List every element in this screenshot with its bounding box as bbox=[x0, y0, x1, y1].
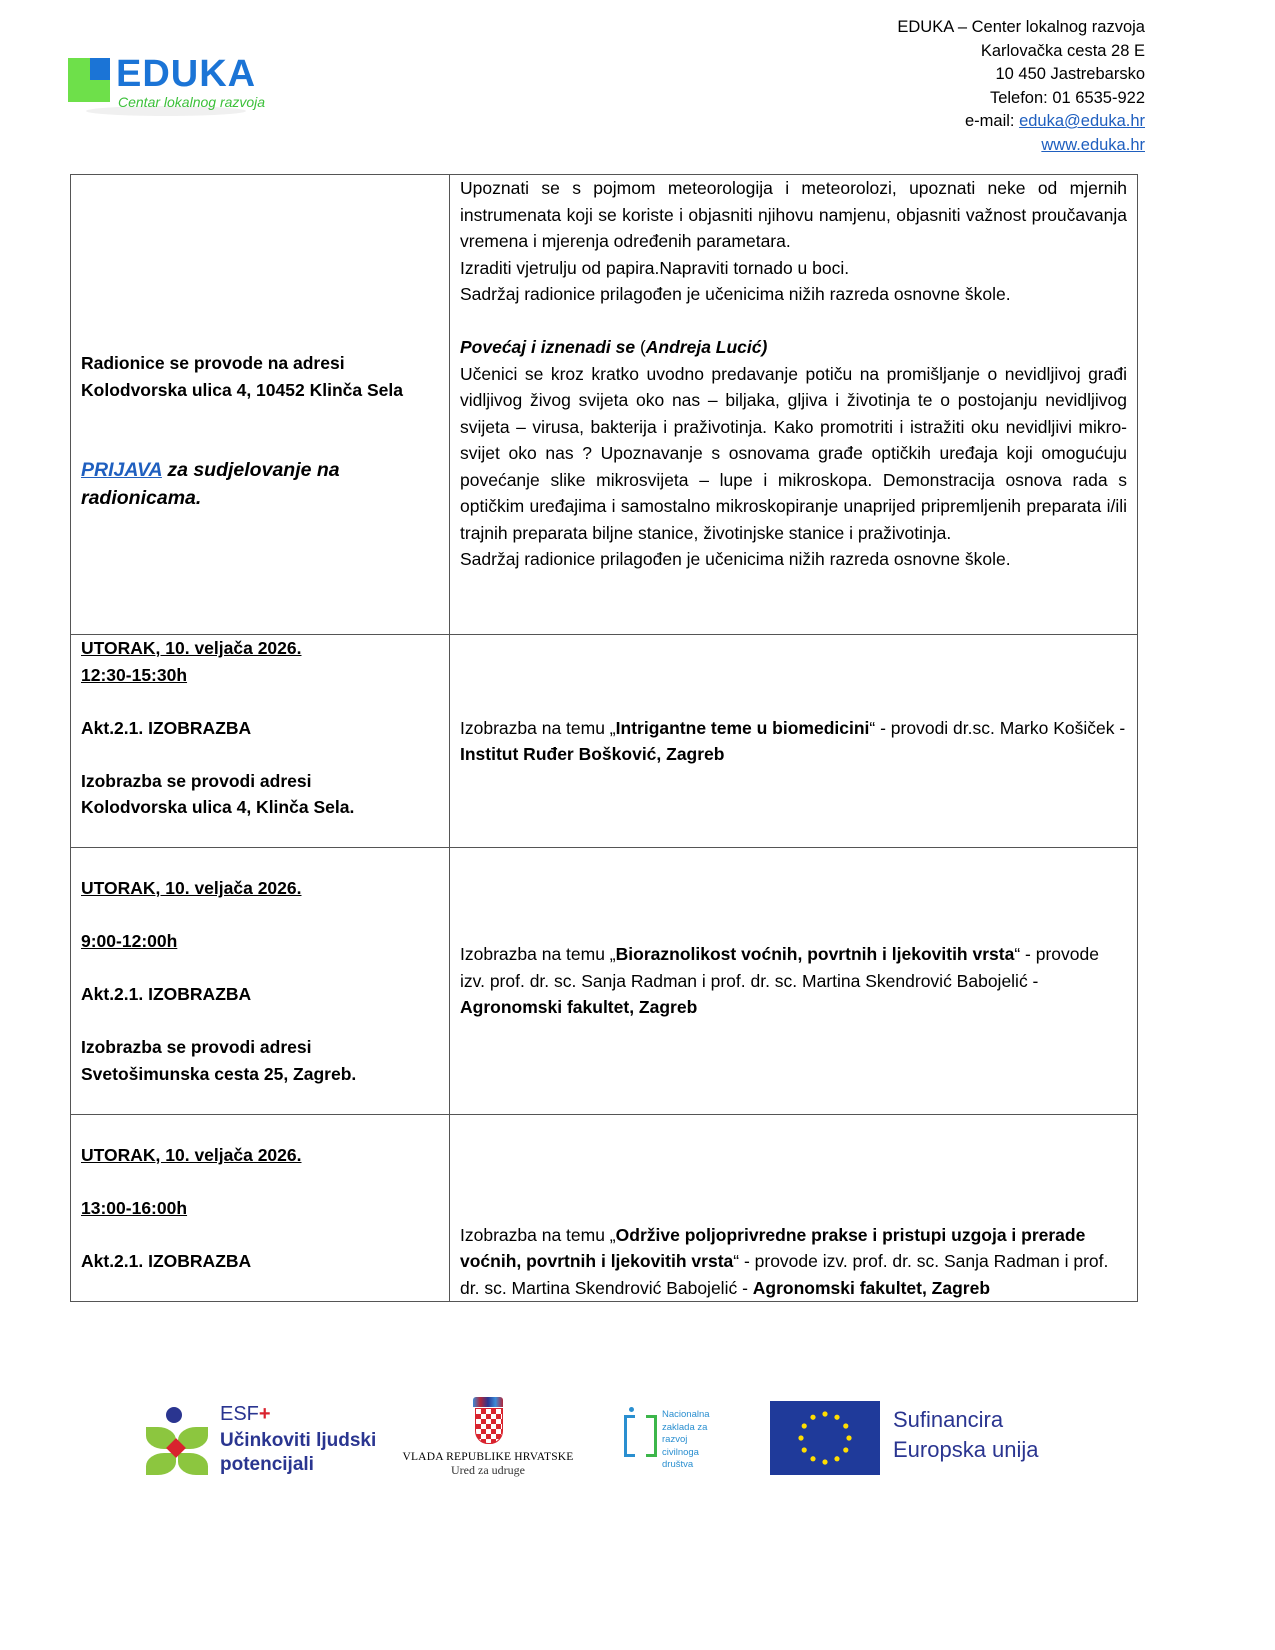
workshop-lead-open: ( bbox=[635, 337, 646, 357]
eu-star-icon bbox=[802, 1423, 807, 1428]
contact-street: Karlovačka cesta 28 E bbox=[980, 41, 1145, 60]
contact-website-line bbox=[897, 134, 1145, 158]
topic-institution: Agronomski fakultet, Zagreb bbox=[460, 997, 698, 1018]
eu-cofinanced-text: Sufinancira Europska unija bbox=[893, 1407, 1039, 1462]
workshop-description-p4: Učenici se kroz kratko uvodno predavanje potiču na promišljanje o nevidljivoj građi vidljivog živog svijeta oko nas – biljaka, gljiva i životinja te o postojanju nevidljivog svijeta – virusa, bakterija i praživotinja. Kako promotriti i istražiti oku nevidljivi mikro-svijet oko nas ? Upoznavanje s osnovama građe optičkih uređaja koji omogućuju povećanje slike mikrosvijeta – lupe i mikroskopa. Demonstracija osnova rada s optičkim uređajima i samostalno mikroskopiranje unaprijed pripremljenih preparata i/ili trajnih preparata biljne stanice, životinjske stanice i praživotinja. bbox=[460, 363, 1127, 543]
topic-presenter: “ - provode izv. prof. dr. sc. Sanja Radman i prof. dr. sc. Martina Skendrović Babojelić - bbox=[460, 944, 1099, 991]
website-link[interactable]: www.eduka.hr bbox=[1041, 135, 1145, 154]
crest-crown bbox=[473, 1397, 503, 1407]
eu-star-icon bbox=[843, 1423, 848, 1428]
eu-star-icon bbox=[822, 1459, 827, 1464]
eu-star-icon bbox=[798, 1435, 803, 1440]
event-location-line2: Svetošimunska cesta 25, Zagreb. bbox=[81, 1063, 357, 1084]
event-time: 13:00-16:00h bbox=[81, 1197, 188, 1218]
topic-presenter: “ - provodi dr.sc. Marko Košiček - bbox=[869, 717, 1126, 738]
eu-star-icon bbox=[843, 1447, 848, 1452]
nzrcd-logo bbox=[622, 1403, 732, 1483]
event-time: 12:30-15:30h bbox=[81, 664, 188, 685]
event-time: 9:00-12:00h bbox=[81, 931, 178, 951]
eduka-logo bbox=[66, 54, 266, 118]
eu-star-icon bbox=[810, 1415, 815, 1420]
nzrcd-bracket-left-icon bbox=[624, 1415, 635, 1457]
workshop-heading bbox=[460, 334, 1127, 361]
nzrcd-dot-icon bbox=[629, 1407, 634, 1412]
table-row bbox=[71, 1115, 1138, 1302]
eu-star-icon bbox=[822, 1411, 827, 1416]
contact-email-line bbox=[897, 110, 1145, 134]
location-line1: Radionice se provode na adresi bbox=[81, 353, 345, 373]
crest-checkerboard-shield bbox=[475, 1408, 503, 1444]
workshop-audience-2: Sadržaj radionice prilagođen je učenicima nižih razreda osnovne škole. bbox=[460, 549, 1011, 569]
esf-figure-head-icon bbox=[166, 1407, 182, 1423]
footer-logos bbox=[0, 1395, 1275, 1495]
workshop-audience: Sadržaj radionice prilagođen je učenicima nižih razreda osnovne škole. bbox=[460, 284, 1011, 304]
location-line2: Kolodvorska ulica 4, 10452 Klinča Sela bbox=[81, 379, 403, 400]
event-activity: Akt.2.1. IZOBRAZBA bbox=[81, 984, 252, 1004]
row-schedule-cell bbox=[71, 1115, 450, 1302]
eu-star-icon bbox=[802, 1447, 807, 1452]
contact-city: 10 450 Jastrebarsko bbox=[995, 65, 1145, 83]
event-date: UTORAK, 10. veljača 2026. bbox=[81, 878, 302, 898]
event-date: UTORAK, 10. veljača 2026. bbox=[81, 1144, 302, 1165]
topic-institution: Institut Ruđer Bošković, Zagreb bbox=[460, 744, 725, 764]
topic-intro: Izobrazba na temu „ bbox=[460, 717, 616, 738]
row-topic-cell bbox=[450, 848, 1138, 1115]
topic-intro: Izobrazba na temu „ bbox=[460, 944, 616, 965]
gov-office: Ured za udruge bbox=[451, 1463, 525, 1477]
table-row bbox=[71, 635, 1138, 848]
eu-star-icon bbox=[834, 1456, 839, 1461]
topic-title: Održive poljoprivredne prakse i pristupi uzgoja i prerade voćnih, povrtnih i ljekovitih vrsta bbox=[460, 1224, 1086, 1271]
row-schedule-cell bbox=[71, 848, 450, 1115]
eu-flag-icon bbox=[770, 1401, 880, 1475]
email-link[interactable]: eduka@eduka.hr bbox=[1019, 112, 1145, 130]
logo-tagline: Centar lokalnog razvoja bbox=[118, 94, 266, 110]
row-location-cell bbox=[71, 175, 450, 635]
table-row bbox=[71, 848, 1138, 1115]
row-topic-cell bbox=[450, 1115, 1138, 1302]
signup-text: za sudjelovanje na radionicama. bbox=[81, 459, 340, 509]
topic-presenter: “ - provode izv. prof. dr. sc. Sanja Radman i prof. dr. sc. Martina Skendrović Babojelić - bbox=[460, 1251, 1109, 1298]
row-topic-cell bbox=[450, 635, 1138, 848]
workshop-title: Povećaj i iznenadi se bbox=[460, 337, 636, 357]
topic-title: Intrigantne teme u biomedicini bbox=[615, 717, 870, 738]
croatian-coat-of-arms-icon bbox=[473, 1397, 503, 1443]
eu-star-icon bbox=[834, 1415, 839, 1420]
gov-name: VLADA REPUBLIKE HRVATSKE bbox=[402, 1451, 574, 1463]
row-schedule-cell bbox=[71, 635, 450, 848]
signup-link[interactable]: PRIJAVA bbox=[81, 459, 162, 481]
event-location-line2: Kolodvorska ulica 4, Klinča Sela. bbox=[81, 797, 355, 817]
signup-line bbox=[81, 456, 439, 512]
workshop-lead: Andreja Lucić) bbox=[645, 337, 768, 357]
esf-leaf-icon bbox=[146, 1453, 176, 1475]
logo-blue-corner-icon bbox=[90, 58, 110, 80]
topic-institution: Agronomski fakultet, Zagreb bbox=[752, 1277, 991, 1298]
eu-star-icon bbox=[810, 1456, 815, 1461]
nzrcd-bracket-right-icon bbox=[646, 1415, 657, 1457]
topic-intro: Izobrazba na temu „ bbox=[460, 1224, 616, 1245]
event-location-line1: Izobrazba se provodi adresi bbox=[81, 1037, 312, 1057]
eu-stars-circle bbox=[770, 1401, 880, 1475]
topic-title: Bioraznolikost voćnih, povrtnih i ljekovitih vrsta bbox=[615, 944, 1015, 965]
nzrcd-text: Nacionalna zaklada za razvoj civilnoga društva bbox=[662, 1409, 710, 1470]
eu-star-icon bbox=[846, 1435, 851, 1440]
row-description-cell bbox=[450, 175, 1138, 635]
esf-logo bbox=[142, 1403, 382, 1483]
event-activity: Akt.2.1. IZOBRAZBA bbox=[81, 1250, 252, 1271]
contact-org: EDUKA – Center lokalnog razvoja bbox=[897, 18, 1145, 36]
logo-brand: EDUKA bbox=[116, 53, 257, 95]
croatian-government-logo bbox=[398, 1397, 578, 1493]
esf-leaf-icon bbox=[178, 1453, 208, 1475]
contact-block bbox=[897, 16, 1145, 157]
event-activity: Akt.2.1. IZOBRAZBA bbox=[81, 717, 252, 738]
workshop-description-p2: Izraditi vjetrulju od papira.Napraviti tornado u boci. bbox=[460, 257, 850, 278]
event-date: UTORAK, 10. veljača 2026. bbox=[81, 638, 302, 658]
esf-subtitle: Učinkoviti ljudski potencijali bbox=[220, 1430, 377, 1475]
esf-title: ESF+ bbox=[220, 1403, 271, 1425]
contact-phone: Telefon: 01 6535-922 bbox=[989, 88, 1145, 107]
workshop-description-p1: Upoznati se s pojmom meteorologija i meteorolozi, upoznati neke od mjernih instrumenata koji se koriste i objasniti njihovu namjenu, objasniti važnost proučavanja vremena i mjerenja određenih parametara. bbox=[460, 178, 1127, 251]
event-location-line1: Izobrazba se provodi adresi bbox=[81, 770, 312, 791]
table-row bbox=[71, 175, 1138, 635]
email-label: e-mail: bbox=[964, 112, 1020, 130]
schedule-table bbox=[70, 174, 1138, 1302]
